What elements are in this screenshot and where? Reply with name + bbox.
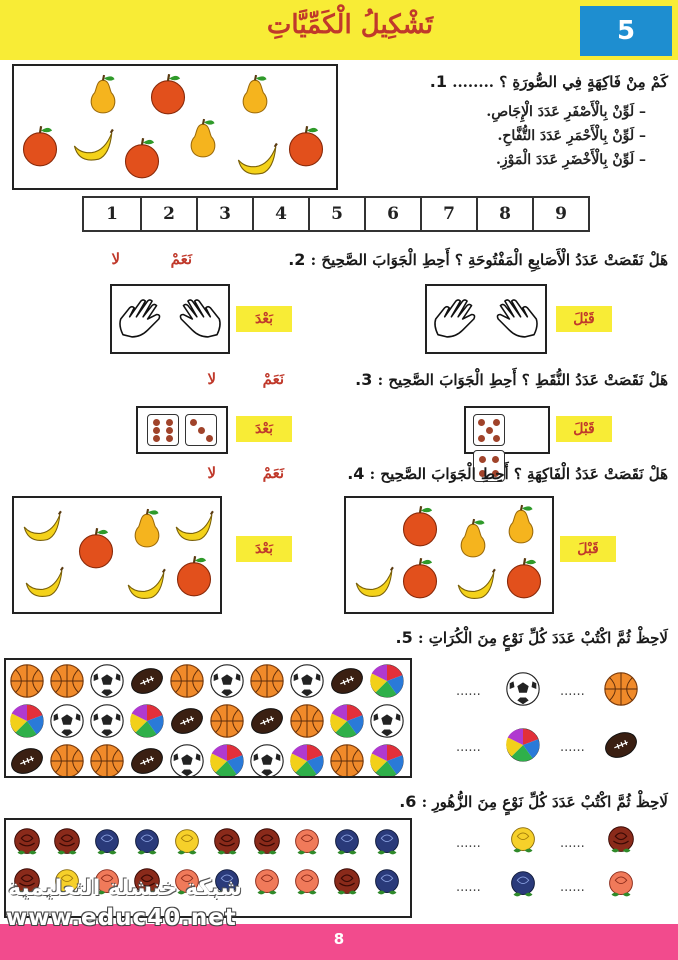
pink-flower-icon xyxy=(602,866,642,906)
soccer-ball-icon xyxy=(51,705,83,737)
yellow-flower-icon xyxy=(176,830,199,855)
soccer-ball-icon xyxy=(171,745,203,776)
q1-line-2: – لَوِّنْ بِالْأَحْمَرِ عَدَدَ التُّفَّاحِ. xyxy=(497,128,646,144)
pink-flower-icon xyxy=(296,830,319,855)
q4-after-fruit-image xyxy=(14,498,220,612)
pear-icon xyxy=(135,509,159,547)
pear-icon xyxy=(91,75,115,113)
yellow-flower-icon xyxy=(504,822,544,862)
q6-prompt: لَاحِظْ ثُمَّ اكْتُبْ عَدَدَ كُلِّ نَوْعٍ مِنَ الزُّهُورِ : 6. xyxy=(399,792,668,811)
q1-fruit-image xyxy=(14,66,336,188)
football-icon xyxy=(128,744,167,776)
q4-after-label: بَعْدَ xyxy=(236,536,292,562)
q2-before-label: قَبْلَ xyxy=(556,306,612,332)
beach-ball-icon xyxy=(290,745,323,776)
banana-icon xyxy=(24,511,61,540)
pink-flower-icon xyxy=(296,870,319,895)
q1-fruit-box xyxy=(12,64,338,190)
basketball-icon xyxy=(91,745,123,776)
dark-rose-icon xyxy=(335,869,360,895)
q2-prompt: هَلْ نَقَصَتْ عَدَدُ الْأَصَابِعِ الْمَفْتُوحَةِ ؟ أَحِطِ الْجَوَابَ الصَّحِيحَ : 2. xyxy=(288,250,668,269)
number-cell[interactable]: 5 xyxy=(308,198,364,230)
banana-icon xyxy=(458,569,495,598)
q3-prompt: هَلْ نَقَصَتْ عَدَدُ النُّقَطِ ؟ أَحِطِ الْجَوَابَ الصَّحِيح : 3. xyxy=(355,370,668,389)
q4-after-box xyxy=(12,496,222,614)
basketball-icon xyxy=(251,665,283,697)
basketball-icon xyxy=(171,665,203,697)
pink-flower-blank[interactable]: ...... xyxy=(560,880,585,895)
number-cell[interactable]: 2 xyxy=(140,198,196,230)
q4-prompt: هَلْ نَقَصَتْ عَدَدُ الْفَاكِهَةِ ؟ أَحِطِ الْجَوَابَ الصَّحِيح : 4. xyxy=(347,464,668,483)
apple-icon xyxy=(178,556,211,596)
number-cell[interactable]: 8 xyxy=(476,198,532,230)
q3-yes[interactable]: نَعَمْ xyxy=(262,370,284,388)
soccer-ball-icon xyxy=(504,670,544,710)
blue-flower-icon xyxy=(376,870,399,895)
apple-icon xyxy=(290,126,323,166)
soccer-ball-icon xyxy=(91,705,123,737)
q2-after-box xyxy=(110,284,230,354)
q4-before-box xyxy=(344,496,554,614)
q2-before-box xyxy=(425,284,547,354)
basketball-icon xyxy=(331,745,363,776)
blue-flower-icon xyxy=(136,830,159,855)
balls-image xyxy=(6,660,410,776)
watermark-url: www.educ40.net xyxy=(6,905,237,931)
soccer-ball-icon xyxy=(91,665,123,697)
q1-line-3: – لَوِّنْ بِالْأَخْضَرِ عَدَدَ الْمَوْزِ. xyxy=(496,152,646,168)
apple-icon xyxy=(80,528,113,568)
hands-image xyxy=(427,286,545,352)
football-blank[interactable]: ...... xyxy=(560,740,585,755)
number-line xyxy=(82,196,590,232)
football-icon xyxy=(128,664,167,698)
basketball-blank[interactable]: ...... xyxy=(560,684,585,699)
beach-ball-icon xyxy=(370,665,403,697)
q3-after-box xyxy=(136,406,228,454)
hand-icon xyxy=(435,300,475,337)
apple-icon xyxy=(404,558,437,598)
beach-ball-icon xyxy=(330,705,363,737)
football-icon xyxy=(248,704,287,738)
q1-line-1: – لَوِّنْ بِالْأَصْفَرِ عَدَدَ الْإِجَاصِ. xyxy=(486,104,646,120)
q5-balls-box xyxy=(4,658,412,778)
q4-no[interactable]: لا xyxy=(207,464,216,482)
page-number: 8 xyxy=(333,930,345,948)
basketball-icon xyxy=(51,745,83,776)
beach-ball-icon xyxy=(370,745,403,776)
lesson-number: 5 xyxy=(580,6,672,56)
basketball-icon xyxy=(211,705,243,737)
basketball-icon xyxy=(51,665,83,697)
dice-five-icon xyxy=(473,414,505,446)
pear-icon xyxy=(461,519,485,557)
soccer-ball-icon xyxy=(251,745,283,776)
blue-flower-blank[interactable]: ...... xyxy=(456,880,481,895)
banana-icon xyxy=(26,567,63,596)
yellow-flower-blank[interactable]: ...... xyxy=(456,836,481,851)
basketball-icon xyxy=(11,665,43,697)
pink-flower-icon xyxy=(256,870,279,895)
beach-ball-icon xyxy=(10,705,43,737)
q6-answers xyxy=(456,820,676,910)
soccer-ball-icon xyxy=(291,665,323,697)
banana-icon xyxy=(74,130,113,161)
football-icon xyxy=(8,744,47,776)
football-icon xyxy=(168,704,207,738)
basketball-icon xyxy=(291,705,323,737)
q2-after-label: بَعْدَ xyxy=(236,306,292,332)
q2-no[interactable]: لا xyxy=(111,250,120,268)
blue-flower-icon xyxy=(336,830,359,855)
lesson-title: تَشْكِيلُ الْكَمِّيَّاتِ xyxy=(266,10,434,40)
beach-ball-icon xyxy=(210,745,243,776)
beach-ball-icon xyxy=(130,705,163,737)
basketball-icon xyxy=(602,670,642,710)
soccer-blank[interactable]: ...... xyxy=(456,684,481,699)
dark-rose-icon xyxy=(215,829,240,855)
pear-icon xyxy=(243,75,267,113)
q3-before-box xyxy=(464,406,550,454)
q6-flowers-box xyxy=(4,818,412,918)
hand-icon xyxy=(497,300,537,337)
blue-flower-icon xyxy=(376,830,399,855)
number-cell[interactable]: 4 xyxy=(252,198,308,230)
q3-after-label: بَعْدَ xyxy=(236,416,292,442)
watermark-arabic: شبكة خنشلة التعليمية xyxy=(8,876,242,901)
apple-icon xyxy=(508,558,541,598)
football-icon xyxy=(328,664,367,698)
q1-prompt: كَمْ مِنْ فَاكِهَةٍ فِي الصُّورَةِ ؟ ........ 1. xyxy=(429,72,668,91)
beachball-blank[interactable]: ...... xyxy=(456,740,481,755)
flowers-image xyxy=(6,820,410,916)
beach-ball-icon xyxy=(504,726,544,766)
apple-icon xyxy=(404,506,437,546)
q2-yes[interactable]: نَعَمْ xyxy=(170,250,192,268)
hand-icon xyxy=(180,300,220,337)
q3-no[interactable]: لا xyxy=(207,370,216,388)
number-cell[interactable]: 6 xyxy=(364,198,420,230)
blue-flower-icon xyxy=(96,830,119,855)
pear-icon xyxy=(191,119,215,157)
q4-yes[interactable]: نَعَمْ xyxy=(262,464,284,482)
banana-icon xyxy=(238,144,277,175)
apple-icon xyxy=(24,126,57,166)
q3-before-label: قَبْلَ xyxy=(556,416,612,442)
hands-image xyxy=(112,286,228,352)
dice-six-icon xyxy=(147,414,179,446)
banana-icon xyxy=(176,511,213,540)
dark-rose-icon xyxy=(602,822,642,862)
q4-before-fruit-image xyxy=(346,498,552,612)
dark-rose-icon xyxy=(15,829,40,855)
q5-prompt: لَاحِظْ ثُمَّ اكْتُبْ عَدَدَ كُلِّ نَوْعٍ مِنَ الْكُرَاتِ : 5. xyxy=(395,628,668,647)
blue-flower-icon xyxy=(504,866,544,906)
number-cell[interactable]: 1 xyxy=(106,204,118,224)
number-cell[interactable]: 7 xyxy=(420,198,476,230)
football-icon xyxy=(602,726,642,766)
banana-icon xyxy=(356,567,393,596)
dark-rose-icon xyxy=(55,829,80,855)
soccer-ball-icon xyxy=(371,705,403,737)
dark-rose-icon xyxy=(255,829,280,855)
pear-icon xyxy=(509,505,533,543)
soccer-ball-icon xyxy=(211,665,243,697)
dice-three-icon xyxy=(185,414,217,446)
q5-answers xyxy=(456,668,676,778)
hand-icon xyxy=(120,300,160,337)
banana-icon xyxy=(128,569,165,598)
number-cell[interactable]: 9 xyxy=(532,198,588,230)
apple-icon xyxy=(126,138,159,178)
dark-rose-blank[interactable]: ...... xyxy=(560,836,585,851)
q4-before-label: قَبْلَ xyxy=(560,536,616,562)
apple-icon xyxy=(152,74,185,114)
number-cell[interactable]: 3 xyxy=(196,198,252,230)
